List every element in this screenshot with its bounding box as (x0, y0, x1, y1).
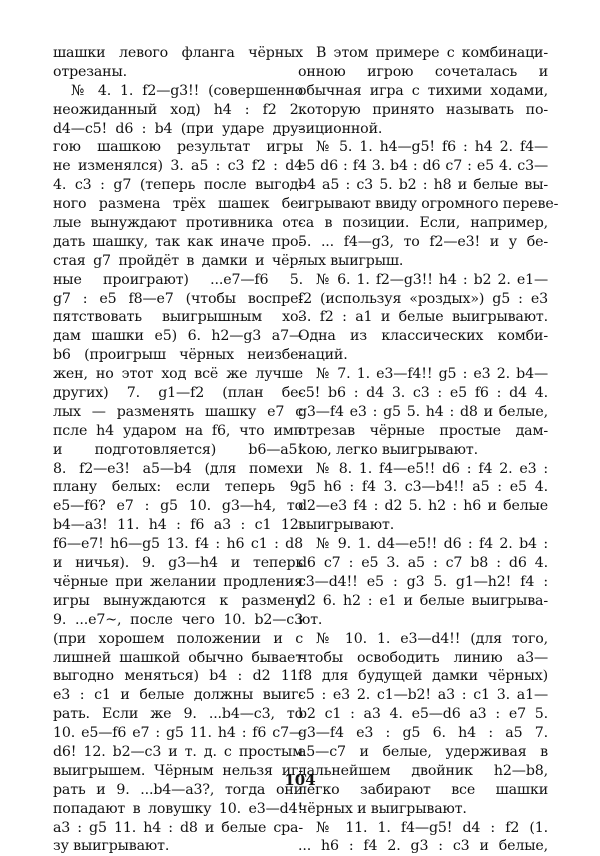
right-column-text-line: № 8. 1. f4—e5!! d6 : f4 2. e3 : (316, 460, 548, 477)
right-column-text-line: d2—e3 f4 : d2 5. h2 : h6 и белые (298, 498, 548, 515)
right-column-text-line: c5 : e3 2. c1—b2! a3 : c1 3. a1— (298, 687, 548, 704)
right-column-text-line: зиционной. (298, 120, 383, 137)
right-column-text-line: g5 h6 : f4 3. c3—b4!! a5 : e5 4. (298, 479, 548, 496)
right-column-text-line: наций. (298, 347, 348, 364)
right-column-text-line: игрывают ввиду огромного переве- (298, 196, 559, 213)
right-column-text-line: № 9. 1. d4—e5!! d6 : f4 2. b4 : (316, 536, 548, 553)
right-column-text-line: дальнейшем двойник h2—b8, (298, 762, 548, 779)
right-column-text-line: d6 c7 : e5 3. a5 : c7 b8 : d6 4. (298, 555, 548, 572)
left-column-text-line: зу выигрывают. (53, 838, 170, 855)
left-column-text-line: рать и 9. ...b4—a3?, тогда они (53, 781, 303, 798)
right-column-text-line: лых выигрыш. (298, 252, 404, 269)
right-column-text-line: f8 для будущей дамки чёрных) (298, 668, 548, 685)
right-column-text-line: № 11. 1. f4—g5! d4 : f2 (1. (316, 819, 548, 836)
right-column-text-line: выигрывают. (298, 517, 395, 534)
right-column-text-line: b4 a5 : c3 5. b2 : h8 и белые вы- (298, 177, 548, 194)
left-column-text-line: 8. f2—e3! a5—b4 (для помехи (53, 460, 303, 477)
right-column-text-line: чёрных и выигрывают. (298, 800, 467, 817)
right-column-text-line: a5—c7 и белые, удерживая в (298, 743, 548, 760)
left-column-text-line: 4. c3 : g7 (теперь после выгод- (53, 177, 303, 194)
left-column-text-line: плану белых: если теперь 9. (53, 479, 303, 496)
left-column-text-line: псле h4 ударом на f6, что имп (53, 422, 303, 439)
left-column (53, 44, 303, 856)
right-column-text-line: g3—f4 e3 : g5 6. h4 : a5 7. (298, 725, 548, 742)
left-column-text-line: лые вынуждают противника от- (53, 215, 303, 232)
right-column-text-line: которую принято называть по- (298, 101, 548, 118)
left-column-text-line: дать шашку, так как иначе про- (53, 233, 303, 250)
left-column-text-line: лишней шашкой обычно бывает (53, 649, 303, 666)
right-column-text-line: b2 c1 : a3 4. e5—d6 a3 : e7 5. (298, 706, 548, 723)
left-column-text-line: попадают в ловушку 10. e3—d4! (53, 800, 303, 817)
left-column-text-line: рать. Если же 9. ...b4—c3, то (53, 706, 303, 723)
right-column-text-line: e5 d6 : f4 3. b4 : d6 c7 : e5 4. c3— (298, 158, 548, 175)
left-column-text-line: гою шашкою результат игры (53, 139, 303, 156)
left-column-text-line: d6! 12. b2—c3 и т. д. с простым (53, 743, 303, 760)
left-column-text-line: пятствовать выигрышным хо- (53, 309, 303, 326)
left-column-text-line: e5—f6? e7 : g5 10. g3—h4, то (53, 498, 303, 515)
right-column-text-line: № 5. 1. h4—g5! f6 : h4 2. f4— (316, 139, 548, 156)
left-column-text-line: неожиданный ход) h4 : f2 2. (53, 101, 303, 118)
right-column-text-line: чтобы освободить линию a3— (298, 649, 548, 666)
right-column-text-line: са в позиции. Если, например, (298, 215, 548, 232)
left-column-text-line: g7 : e5 f8—e7 (чтобы воспре- (53, 290, 303, 307)
right-column-text-line: Одна из классических комби- (298, 328, 548, 345)
right-column-text-line: № 7. 1. e3—f4!! g5 : e3 2. b4— (316, 366, 548, 383)
right-column-text-line: онною игрою сочеталась и (298, 63, 548, 80)
right-column-text-line: 3. f2 : a1 и белые выигрывают. (298, 309, 548, 326)
left-column-text-line: 10. e5—f6 e7 : g5 11. h4 : f6 c7— (53, 725, 303, 742)
left-column-text-line: 9. ...e7~, после чего 10. b2—c3 (53, 611, 303, 628)
left-column-text-line: e3 : c1 и белые должны выиг- (53, 687, 303, 704)
left-column-text-line: выигрышем. Чёрным нельзя иг- (53, 762, 303, 779)
left-column-text-line: шашки левого фланга чёрных (53, 45, 303, 61)
left-column-text-line: b4—a3! 11. h4 : f6 a3 : c1 12. (53, 517, 303, 534)
left-column-text-line: жен, но этот ход всё же лучше (53, 366, 303, 383)
right-column-text-line: f2 (используя «роздых») g5 : e3 (298, 290, 548, 307)
right-column-text-line: g3—f4 e3 : g5 5. h4 : d8 и белые, (298, 403, 548, 420)
left-column-text-line: b6 (проигрыш чёрных неизбе- (53, 347, 303, 364)
left-column-text-line: стая g7 пройдёт в дамки и чёр- (53, 252, 303, 269)
left-column-text-line: (при хорошем положении и с (53, 630, 303, 647)
right-column-text-line: № 10. 1. e3—d4!! (для того, (316, 630, 548, 647)
left-column-text-line: a3 : g5 11. h4 : d8 и белые сра- (53, 819, 303, 836)
left-column-text-line: чёрные при желании продления (53, 573, 303, 590)
right-column-text-line: ... h6 : f4 2. g3 : c3 и белые, (298, 838, 548, 855)
left-column-text-line: других) 7. g1—f2 (план бе- (53, 385, 303, 402)
right-column-text-line: ют. (298, 611, 323, 628)
right-column-text-line: легко забирают все шашки (298, 781, 548, 798)
left-column-text-line: игры вынуждаются к размену (53, 592, 303, 609)
left-column-text-line: ные проиграют) ...e7—f6 5. (53, 271, 303, 288)
right-column-text-line: c5! b6 : d4 3. c3 : e5 f6 : d4 4. (298, 385, 548, 402)
right-column (298, 44, 559, 856)
right-column-text-line: отрезав чёрные простые дам- (298, 422, 548, 439)
left-column-text-line: f6—e7! h6—g5 13. f4 : h6 c1 : d8 (53, 536, 303, 553)
page-number: 104 (284, 771, 316, 789)
right-column-text-line: 5. ... f4—g3, то f2—e3! и у бе- (298, 233, 548, 250)
left-column-text-line: и подготовляется) b6—a5! (53, 441, 303, 458)
right-column-text-line: В этом примере с комбинаци- (316, 45, 548, 61)
left-column-text-line: № 4. 1. f2—g3!! (совершенно (71, 82, 303, 99)
right-column-text-line: кою, легко выигрывают. (298, 441, 478, 458)
left-column-text-line: лых — разменять шашку e7 с (53, 403, 303, 420)
left-column-text-line: дам шашки e5) 6. h2—g3 a7— (53, 328, 303, 345)
right-column-text-line: c3—d4!! e5 : g3 5. g1—h2! f4 : (298, 573, 548, 590)
left-column-text-line: отрезаны. (53, 63, 127, 80)
left-column-text-line: выгодно меняться) b4 : d2 11. (53, 668, 303, 685)
right-column-text-line: d2 6. h2 : e1 и белые выигрыва- (298, 592, 548, 609)
right-column-text-line: № 6. 1. f2—g3!! h4 : b2 2. e1— (316, 271, 548, 288)
left-column-text-line: ного размена трёх шашек бе- (53, 196, 303, 213)
left-column-text-line: и ничья). 9. g3—h4 и теперь (53, 555, 303, 572)
left-column-text-line: не изменялся) 3. a5 : c3 f2 : d4 (53, 158, 303, 175)
right-column-text-line: обычная игра с тихими ходами, (298, 82, 548, 99)
left-column-text-line: d4—c5! d6 : b4 (при ударе дру- (53, 120, 303, 137)
